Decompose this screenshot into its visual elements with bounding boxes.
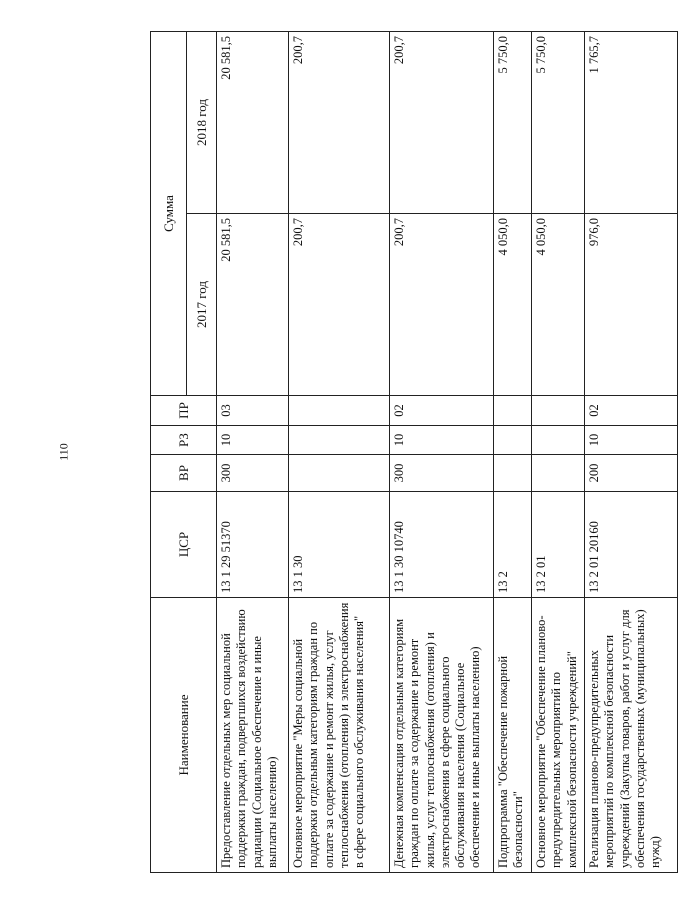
cell-name: Основное мероприятие "Обеспечение планово-предупредительных мероприятий по комплексной безопасности учреждений" [532, 598, 585, 873]
page-number-text: 110 [56, 443, 71, 461]
cell-2018: 200,7 [289, 32, 390, 214]
cell-vr [289, 455, 390, 492]
cell-2018: 20 581,5 [217, 32, 289, 214]
rotated-table-container [150, 32, 662, 873]
header-2018: 2018 год [187, 32, 217, 214]
cell-2017: 200,7 [289, 214, 390, 396]
header-pr: ПР [151, 396, 217, 426]
cell-rz: 10 [217, 426, 289, 455]
cell-csr: 13 2 [494, 492, 532, 598]
cell-rz [289, 426, 390, 455]
cell-2017: 4 050,0 [494, 214, 532, 396]
cell-vr [494, 455, 532, 492]
cell-rz: 10 [390, 426, 494, 455]
cell-csr: 13 1 30 10740 [390, 492, 494, 598]
cell-pr: 02 [585, 396, 678, 426]
cell-2017: 200,7 [390, 214, 494, 396]
cell-pr [532, 396, 585, 426]
header-vr: ВР [151, 455, 217, 492]
cell-2017: 20 581,5 [217, 214, 289, 396]
header-2017: 2017 год [187, 214, 217, 396]
table-row [585, 32, 678, 873]
cell-vr: 300 [217, 455, 289, 492]
cell-pr: 03 [217, 396, 289, 426]
cell-pr [289, 396, 390, 426]
cell-csr: 13 1 29 51370 [217, 492, 289, 598]
cell-2017: 976,0 [585, 214, 678, 396]
cell-name: Предоставление отдельных мер социальной поддержки граждан, подвергшихся воздействию радиации (Социальное обеспечение и иные выплаты населению) [217, 598, 289, 873]
header-sum: Сумма [151, 32, 187, 396]
cell-name: Денежная компенсация отдельным категориям граждан по оплате за содержание и ремонт жилья, услуг теплоснабжения (отопления) и электроснабжения в сфере социального обслуживания населения (Социальное обеспечение и иные выплаты населению) [390, 598, 494, 873]
table-row [289, 32, 390, 873]
header-row-top [151, 32, 187, 873]
table-row [217, 32, 289, 873]
table-row [494, 32, 532, 873]
cell-csr: 13 2 01 20160 [585, 492, 678, 598]
cell-pr: 02 [390, 396, 494, 426]
cell-2018: 5 750,0 [494, 32, 532, 214]
cell-name: Реализация планово-предупредительных мероприятий по комплексной безопасности учреждений (Закупка товаров, работ и услуг для обеспечения государственных (муниципальных) нужд) [585, 598, 678, 873]
cell-rz [532, 426, 585, 455]
cell-2017: 4 050,0 [532, 214, 585, 396]
cell-name: Подпрограмма "Обеспечение пожарной безопасности" [494, 598, 532, 873]
cell-2018: 200,7 [390, 32, 494, 214]
table-row [390, 32, 494, 873]
cell-pr [494, 396, 532, 426]
cell-csr: 13 1 30 [289, 492, 390, 598]
cell-vr: 300 [390, 455, 494, 492]
cell-vr: 200 [585, 455, 678, 492]
header-name: Наименование [151, 598, 217, 873]
budget-table [150, 31, 678, 873]
cell-2018: 1 765,7 [585, 32, 678, 214]
header-csr: ЦСР [151, 492, 217, 598]
cell-name: Основное мероприятие "Меры социальной поддержки отдельным категориям граждан по оплате за содержание и ремонт жилья, услуг теплоснабжения (отопления) и электроснабжения в сфере социального обслуживания населения" [289, 598, 390, 873]
cell-csr: 13 2 01 [532, 492, 585, 598]
table-row [532, 32, 585, 873]
cell-vr [532, 455, 585, 492]
cell-rz: 10 [585, 426, 678, 455]
header-rz: РЗ [151, 426, 217, 455]
cell-2018: 5 750,0 [532, 32, 585, 214]
cell-rz [494, 426, 532, 455]
